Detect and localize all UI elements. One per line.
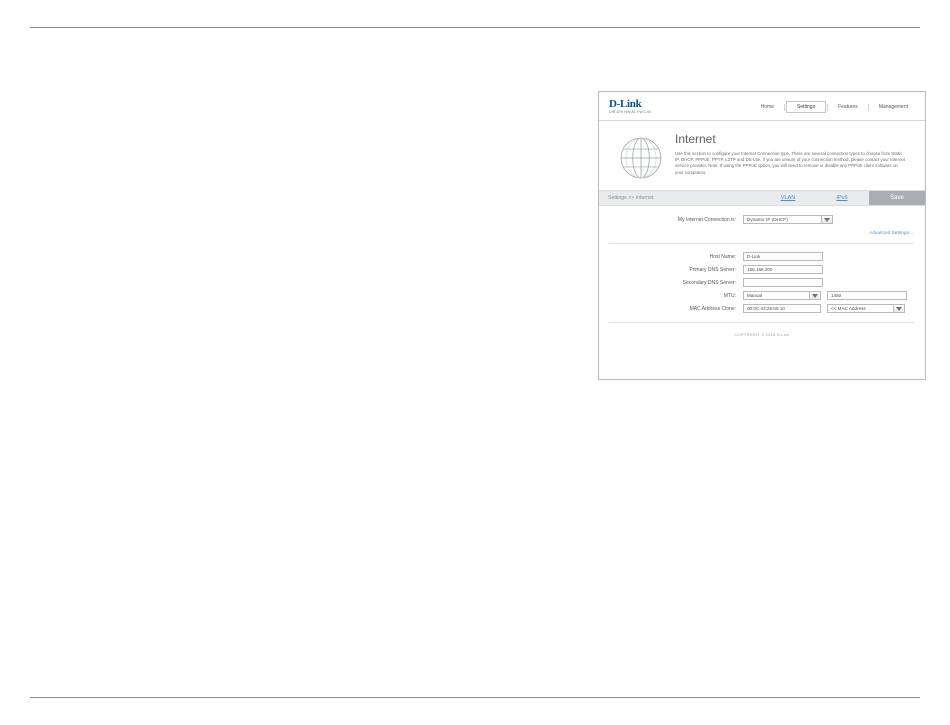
row-connection-type <box>609 215 915 224</box>
nav-separator <box>827 104 828 111</box>
connection-type-select[interactable] <box>743 215 833 224</box>
row-host-name <box>609 252 915 261</box>
breadcrumb: Settings >> Internet <box>608 195 654 201</box>
intro-text-block <box>675 130 907 176</box>
chevron-down-icon[interactable] <box>893 305 904 312</box>
main-navigation <box>752 101 917 113</box>
row-mac-clone <box>609 304 915 313</box>
nav-separator <box>868 104 869 111</box>
mac-clone-input[interactable] <box>743 304 821 313</box>
mtu-value-input[interactable] <box>827 291 907 300</box>
mtu-mode-select[interactable] <box>743 291 821 300</box>
nav-item-settings[interactable]: Settings <box>786 101 826 113</box>
page-description: Use this section to configure your Internet Connection type. There are several connection types to choose from Static IP, DHCP, PPPoE, PPTP, L2TP and DS-Lite. If you are unsure of your connection method, please contact your Internet service provider. Note: If using the PPPoE option, you will need to remove or disable any PPPoE client software on your computers. <box>675 151 906 175</box>
mac-address-select-value: << MAC Address <box>831 306 866 311</box>
mtu-mode-value: Manual <box>747 293 763 298</box>
row-mtu <box>609 291 915 300</box>
mtu-value: 1450 <box>831 293 842 298</box>
page-rule-bottom <box>30 697 920 698</box>
primary-dns-label: Primary DNS Server: <box>689 266 736 273</box>
router-web-ui-screenshot <box>598 91 926 380</box>
ui-header <box>599 92 925 121</box>
host-name-input[interactable] <box>743 252 823 261</box>
primary-dns-value: 168.168.200 <box>747 267 773 272</box>
form-divider-top <box>609 243 915 244</box>
page-rule-top <box>30 27 920 28</box>
brand-block <box>609 99 651 115</box>
page-intro <box>599 121 925 190</box>
internet-settings-form <box>599 206 925 337</box>
mac-clone-value: 00:0C:43:28:60:10 <box>747 306 785 311</box>
primary-dns-input[interactable] <box>743 265 823 274</box>
host-name-label: Host Name: <box>709 253 736 260</box>
nav-item-management[interactable]: Management <box>878 104 908 110</box>
advanced-settings-link[interactable]: Advanced Settings... <box>869 231 913 236</box>
secondary-dns-label: Secondary DNS Server: <box>682 279 736 286</box>
tab-ipv6[interactable]: IPv6 <box>836 195 848 201</box>
host-name-value: D-Link <box>747 254 761 259</box>
mac-clone-label: MAC Address Clone: <box>689 305 736 312</box>
mac-address-select[interactable] <box>827 304 905 313</box>
globe-icon <box>619 136 663 180</box>
nav-separator <box>784 104 785 111</box>
mtu-label: MTU: <box>723 292 736 299</box>
nav-item-home[interactable]: Home <box>760 104 774 110</box>
row-secondary-dns <box>609 278 915 287</box>
brand-logo: D-Link <box>609 98 642 110</box>
copyright-text: COPYRIGHT © 2016 D-Link <box>734 332 790 337</box>
secondary-dns-input[interactable] <box>743 278 823 287</box>
connection-type-label: My Internet Connection is: <box>677 216 736 223</box>
save-button[interactable]: Save <box>869 191 925 205</box>
chevron-down-icon[interactable] <box>821 216 832 223</box>
tab-vlan[interactable]: VLAN <box>780 195 796 201</box>
connection-type-value: Dynamic IP (DHCP) <box>747 217 788 222</box>
page-title: Internet <box>675 132 716 146</box>
brand-model-label: DIR-879 HW:A1 FW:1.00 <box>609 110 652 114</box>
nav-item-features[interactable]: Features <box>838 104 858 110</box>
breadcrumb-bar <box>599 190 925 206</box>
row-primary-dns <box>609 265 915 274</box>
chevron-down-icon[interactable] <box>809 292 820 299</box>
